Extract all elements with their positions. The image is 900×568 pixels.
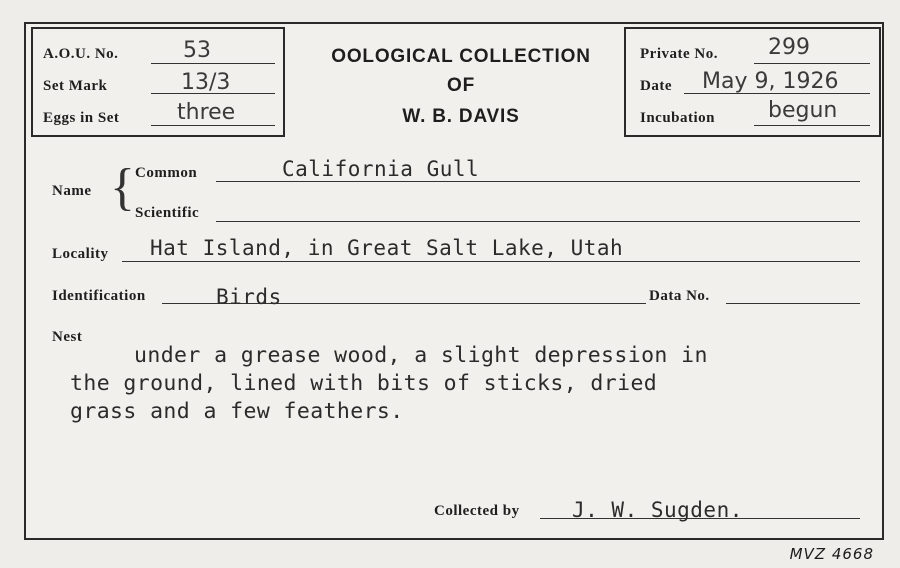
common-name-label: Common (135, 165, 198, 181)
incubation-line (754, 125, 870, 126)
identification-label: Identification (52, 288, 146, 304)
eggs-label: Eggs in Set (43, 110, 120, 126)
collection-title-of: OF (447, 75, 475, 96)
data-no-line (726, 303, 860, 304)
catalog-number: MVZ 4668 (789, 545, 874, 563)
collector-name-title: W. B. DAVIS (402, 106, 520, 127)
specimen-info-box (31, 27, 285, 137)
record-info-box (624, 27, 881, 137)
incubation-label: Incubation (640, 110, 716, 126)
scientific-name-line (216, 221, 860, 222)
name-label: Name (52, 183, 92, 199)
collected-by-value: J. W. Sugden. (572, 498, 743, 522)
common-name-line (216, 181, 860, 182)
nest-description-line-1: under a grease wood, a slight depression in (134, 343, 708, 368)
locality-line (122, 261, 860, 262)
aou-value: 53 (183, 38, 211, 63)
set-mark-value: 13/3 (181, 70, 231, 95)
aou-line (151, 63, 275, 64)
nest-description-line-2: the ground, lined with bits of sticks, dried (70, 371, 658, 396)
incubation-value: begun (768, 98, 838, 123)
date-label: Date (640, 78, 672, 94)
collection-title: OOLOGICAL COLLECTION (331, 46, 591, 67)
nest-description-line-3: grass and a few feathers. (70, 399, 404, 424)
aou-label: A.O.U. No. (43, 46, 119, 62)
scientific-name-label: Scientific (135, 205, 200, 221)
eggs-value: three (177, 100, 236, 125)
set-mark-label: Set Mark (43, 78, 108, 94)
common-name-value: California Gull (282, 157, 480, 181)
collected-by-label: Collected by (434, 503, 520, 519)
private-no-value: 299 (768, 35, 810, 60)
eggs-line (151, 125, 275, 126)
data-no-label: Data No. (649, 288, 710, 304)
locality-value: Hat Island, in Great Salt Lake, Utah (150, 236, 624, 260)
private-no-line (754, 63, 870, 64)
name-brace: { (110, 159, 135, 216)
identification-value: Birds (216, 285, 282, 309)
data-card (24, 22, 884, 540)
nest-label: Nest (52, 329, 83, 345)
date-value: May 9, 1926 (702, 69, 839, 94)
locality-label: Locality (52, 246, 109, 262)
private-no-label: Private No. (640, 46, 718, 62)
